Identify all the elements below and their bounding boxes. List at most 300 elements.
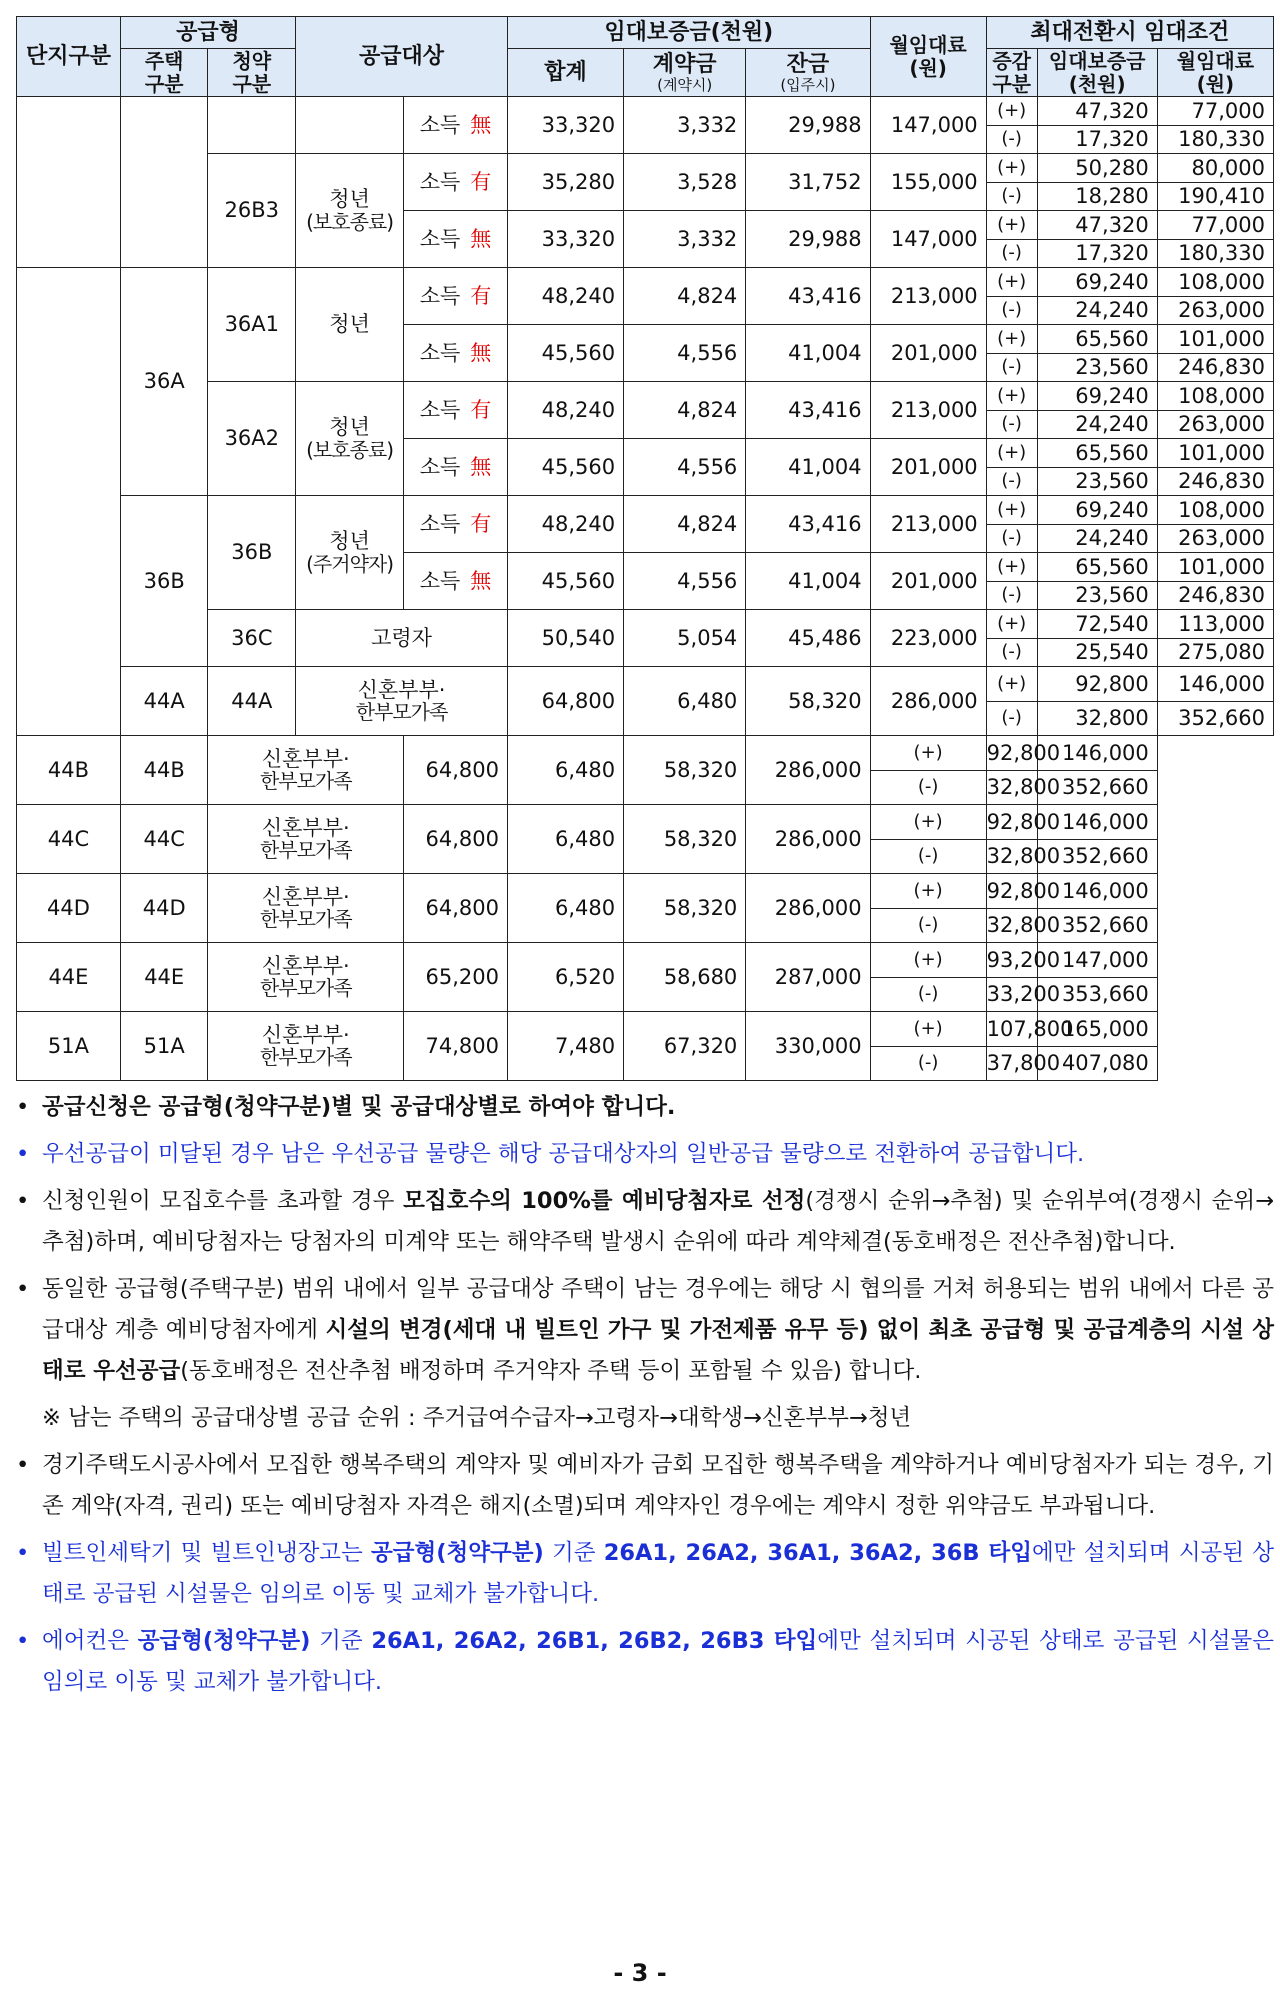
target-label: 고령자 [371, 625, 432, 650]
table-row [17, 805, 1274, 840]
cell-balance: 43,416 [746, 382, 870, 439]
conv-deposit: 24,240 [1037, 525, 1157, 553]
target-label: 신혼부부· [261, 884, 350, 909]
conv-monthly: 77,000 [1157, 97, 1273, 126]
cell-total: 45,560 [507, 553, 623, 610]
conv-deposit: 69,240 [1037, 268, 1157, 297]
conv-monthly: 246,830 [1157, 582, 1273, 610]
note-7-text-b: 공급형(청약구분) [137, 1628, 311, 1654]
cell-total: 48,240 [507, 268, 623, 325]
conv-monthly: 352,660 [1037, 771, 1157, 805]
cell-balance: 43,416 [746, 268, 870, 325]
cell-house: 44C [17, 805, 121, 874]
header-supply-type: 공급형 [120, 17, 295, 49]
conv-monthly: 352,660 [1037, 840, 1157, 874]
cell-sub: 44C [120, 805, 208, 874]
target-note: (보호종료) [306, 437, 394, 462]
cell-balance: 67,320 [624, 1012, 746, 1081]
table-row [17, 496, 1274, 525]
cell-sub: 36A1 [208, 268, 296, 382]
sign-plus: (+) [986, 268, 1037, 297]
income-label: 소득 [419, 112, 461, 137]
header-total: 합계 [507, 49, 623, 97]
sign-plus: (+) [870, 736, 986, 771]
bullet-icon: • [16, 1094, 30, 1120]
conv-monthly: 80,000 [1157, 154, 1273, 183]
conv-deposit: 47,320 [1037, 211, 1157, 240]
cell-contract: 5,054 [624, 610, 746, 667]
sign-minus: (-) [986, 240, 1037, 268]
income-label: 소득 [419, 340, 461, 365]
conv-monthly: 101,000 [1157, 553, 1273, 582]
cell-total: 48,240 [507, 382, 623, 439]
header-max-conversion: 최대전환시 임대조건 [986, 17, 1273, 49]
table-row [17, 874, 1274, 909]
target-label: 청년 [329, 529, 370, 554]
cell-target [208, 736, 404, 805]
rent-table [16, 16, 1274, 1081]
cell-contract: 6,480 [507, 805, 623, 874]
sign-minus: (-) [870, 771, 986, 805]
target-label: 신혼부부· [261, 1022, 350, 1047]
note-6-text-e: 에만 설치되며 시공된 상태로 공급된 시설물은 임의로 이동 및 교체가 불가합니다. [42, 1540, 1275, 1607]
cell-monthly: 330,000 [746, 1012, 870, 1081]
cell-sub: 44D [120, 874, 208, 943]
header-balance: 잔금 (입주시) [746, 49, 870, 97]
conv-monthly: 146,000 [1037, 736, 1157, 771]
sign-minus: (-) [986, 297, 1037, 325]
cell-balance: 58,320 [624, 805, 746, 874]
cell-house: 44D [17, 874, 121, 943]
conv-deposit: 72,540 [1037, 610, 1157, 639]
sign-plus: (+) [986, 496, 1037, 525]
target-label: 청년 [329, 187, 370, 212]
income-flag: 有 [470, 283, 492, 308]
cell-monthly: 147,000 [870, 97, 986, 154]
income-flag: 有 [470, 397, 492, 422]
cell-total: 65,200 [404, 943, 508, 1012]
cell-balance: 43,416 [746, 496, 870, 553]
table-row [17, 268, 1274, 297]
note-7-text-d: 26A1, 26A2, 26B1, 26B2, 26B3 타입 [371, 1628, 818, 1654]
conv-deposit: 33,200 [986, 978, 1037, 1012]
cell-sub: 51A [120, 1012, 208, 1081]
cell-sub: 36B [208, 496, 296, 610]
conv-monthly: 190,410 [1157, 183, 1273, 211]
note-2 [16, 1134, 1274, 1175]
sign-minus: (-) [986, 702, 1037, 736]
conv-deposit: 93,200 [986, 943, 1037, 978]
cell-sub [208, 97, 296, 154]
cell-contract: 4,824 [624, 382, 746, 439]
sign-plus: (+) [870, 805, 986, 840]
cell-contract: 3,332 [624, 97, 746, 154]
note-6-text-b: 공급형(청약구분) [371, 1540, 544, 1566]
sign-plus: (+) [986, 154, 1037, 183]
cell-target [296, 268, 404, 382]
cell-total: 48,240 [507, 496, 623, 553]
target-label: 신혼부부· [357, 677, 446, 702]
target-label: 신혼부부· [261, 953, 350, 978]
cell-house: 36B [120, 496, 208, 667]
note-6-text-d: 26A1, 26A2, 36A1, 36A2, 36B 타입 [603, 1540, 1032, 1566]
sign-minus: (-) [986, 354, 1037, 382]
cell-house: 44B [17, 736, 121, 805]
conv-deposit: 65,560 [1037, 439, 1157, 468]
cell-total: 64,800 [507, 667, 623, 736]
conv-deposit: 92,800 [986, 736, 1037, 771]
cell-contract: 6,480 [624, 667, 746, 736]
sign-minus: (-) [870, 1047, 986, 1081]
cell-sub: 44B [120, 736, 208, 805]
cell-house: 44A [120, 667, 208, 736]
income-label: 소득 [419, 568, 461, 593]
cell-contract: 4,556 [624, 439, 746, 496]
cell-total: 64,800 [404, 736, 508, 805]
cell-balance: 45,486 [746, 610, 870, 667]
cell-sub: 44E [120, 943, 208, 1012]
sign-plus: (+) [986, 211, 1037, 240]
table-row [17, 943, 1274, 978]
cell-target [296, 496, 404, 610]
cell-balance: 29,988 [746, 97, 870, 154]
cell-balance: 58,320 [624, 736, 746, 805]
sign-minus: (-) [870, 840, 986, 874]
note-6-text-c: 기준 [543, 1540, 604, 1566]
conv-monthly: 108,000 [1157, 382, 1273, 411]
conv-deposit: 69,240 [1037, 496, 1157, 525]
header-contract: 계약금 (계약시) [624, 49, 746, 97]
target-note: 한부모가족 [259, 907, 352, 931]
conv-deposit: 65,560 [1037, 553, 1157, 582]
header-target: 공급대상 [296, 17, 508, 97]
target-note: 한부모가족 [259, 838, 352, 862]
conv-deposit: 32,800 [986, 840, 1037, 874]
header-danji: 단지구분 [17, 17, 121, 97]
cell-contract: 4,556 [624, 325, 746, 382]
income-flag: 有 [470, 511, 492, 536]
cell-monthly: 286,000 [746, 805, 870, 874]
cell-monthly: 286,000 [746, 874, 870, 943]
conv-monthly: 108,000 [1157, 496, 1273, 525]
bullet-icon: • [16, 1276, 30, 1302]
target-label: 신혼부부· [261, 746, 350, 771]
conv-monthly: 180,330 [1157, 240, 1273, 268]
cell-target [208, 943, 404, 1012]
page-number: - 3 - [613, 1959, 667, 1987]
sign-plus: (+) [870, 943, 986, 978]
cell-target [208, 1012, 404, 1081]
note-1 [16, 1087, 1274, 1128]
conv-deposit: 17,320 [1037, 240, 1157, 268]
cell-monthly: 155,000 [870, 154, 986, 211]
conv-monthly: 101,000 [1157, 325, 1273, 354]
cell-target [296, 154, 404, 268]
table-row [17, 736, 1274, 771]
target-note: 한부모가족 [355, 700, 448, 724]
cell-contract: 6,480 [507, 874, 623, 943]
note-4-text-c: (동호배정은 전산추첨 배정하며 주거약자 주택 등이 포함될 수 있음) 합니다. [180, 1358, 922, 1384]
cell-contract: 3,332 [624, 211, 746, 268]
note-7 [16, 1621, 1274, 1703]
conv-deposit: 32,800 [986, 909, 1037, 943]
conv-monthly: 77,000 [1157, 211, 1273, 240]
cell-balance: 58,680 [624, 943, 746, 1012]
conv-deposit: 23,560 [1037, 468, 1157, 496]
conv-deposit: 24,240 [1037, 411, 1157, 439]
conv-monthly: 407,080 [1037, 1047, 1157, 1081]
note-3-text-c: (경쟁시 순위→추첨) 및 순위부여(경쟁시 순위→추첨)하며, 예비당첨자는 당첨자의 미계약 또는 해약주택 발생시 순위에 따라 계약체결(동호배정은 전산추첨)합니다. [42, 1188, 1274, 1255]
cell-income [404, 268, 508, 325]
note-6-text-a: 빌트인세탁기 및 빌트인냉장고는 [42, 1540, 372, 1566]
note-6 [16, 1533, 1274, 1615]
cell-total: 33,320 [507, 97, 623, 154]
conv-monthly: 113,000 [1157, 610, 1273, 639]
table-row [17, 667, 1274, 702]
income-flag: 無 [470, 112, 492, 137]
cell-monthly: 286,000 [746, 736, 870, 805]
sign-minus: (-) [986, 183, 1037, 211]
cell-target [296, 97, 404, 154]
cell-total: 64,800 [404, 805, 508, 874]
cell-sub: 26B3 [208, 154, 296, 268]
sign-minus: (-) [986, 525, 1037, 553]
sign-minus: (-) [986, 468, 1037, 496]
cell-sub: 36C [208, 610, 296, 667]
bullet-icon: • [16, 1141, 30, 1167]
cell-income [404, 382, 508, 439]
sign-plus: (+) [986, 553, 1037, 582]
cell-target [208, 805, 404, 874]
conv-monthly: 146,000 [1037, 874, 1157, 909]
cell-balance: 41,004 [746, 439, 870, 496]
cell-income [404, 154, 508, 211]
target-note: 한부모가족 [259, 976, 352, 1000]
cell-total: 45,560 [507, 325, 623, 382]
header-house-type: 주택 구분 [120, 49, 208, 97]
page-content [16, 16, 1276, 1709]
income-flag: 無 [470, 454, 492, 479]
cell-monthly: 201,000 [870, 325, 986, 382]
cell-target [296, 610, 508, 667]
conv-deposit: 23,560 [1037, 354, 1157, 382]
bullet-icon: • [16, 1452, 30, 1478]
cell-danji [17, 268, 121, 736]
table-row [17, 1012, 1274, 1047]
table-body [17, 97, 1274, 1081]
conv-deposit: 32,800 [1037, 702, 1157, 736]
conv-monthly: 180,330 [1157, 126, 1273, 154]
cell-sub: 44A [208, 667, 296, 736]
note-7-text-e: 에만 설치되며 시공된 상태로 공급된 시설물은 임의로 이동 및 교체가 불가합니다. [42, 1628, 1274, 1695]
cell-monthly: 147,000 [870, 211, 986, 268]
income-label: 소득 [419, 226, 461, 251]
cell-sub: 36A2 [208, 382, 296, 496]
cell-income [404, 97, 508, 154]
table-row [17, 97, 1274, 126]
bullet-icon: • [16, 1628, 30, 1654]
cell-contract: 7,480 [507, 1012, 623, 1081]
cell-income [404, 439, 508, 496]
conv-monthly: 263,000 [1157, 297, 1273, 325]
income-label: 소득 [419, 169, 461, 194]
cell-total: 35,280 [507, 154, 623, 211]
conv-deposit: 37,800 [986, 1047, 1037, 1081]
cell-monthly: 287,000 [746, 943, 870, 1012]
cell-balance: 41,004 [746, 553, 870, 610]
note-4 [16, 1269, 1274, 1392]
cell-monthly: 213,000 [870, 382, 986, 439]
cell-monthly: 223,000 [870, 610, 986, 667]
header-deposit: 임대보증금(천원) [507, 17, 870, 49]
cell-balance: 31,752 [746, 154, 870, 211]
note-3-text-b: 모집호수의 100%를 예비당첨자로 선정 [403, 1188, 806, 1214]
sign-minus: (-) [870, 909, 986, 943]
conv-monthly: 101,000 [1157, 439, 1273, 468]
header-monthly: 월임대료 (원) [870, 17, 986, 97]
cell-total: 64,800 [404, 874, 508, 943]
sign-plus: (+) [986, 610, 1037, 639]
conv-deposit: 18,280 [1037, 183, 1157, 211]
income-flag: 無 [470, 340, 492, 365]
income-label: 소득 [419, 454, 461, 479]
conv-deposit: 17,320 [1037, 126, 1157, 154]
conv-deposit: 107,800 [986, 1012, 1037, 1047]
cell-total: 45,560 [507, 439, 623, 496]
cell-total: 50,540 [507, 610, 623, 667]
cell-balance: 58,320 [746, 667, 870, 736]
target-label: 신혼부부· [261, 815, 350, 840]
conv-deposit: 65,560 [1037, 325, 1157, 354]
note-3-text-a: 신청인원이 모집호수를 초과할 경우 [42, 1188, 404, 1214]
conv-deposit: 23,560 [1037, 582, 1157, 610]
conv-monthly: 147,000 [1037, 943, 1157, 978]
cell-monthly: 201,000 [870, 439, 986, 496]
conv-deposit: 92,800 [986, 874, 1037, 909]
conv-deposit: 24,240 [1037, 297, 1157, 325]
target-note: (보호종료) [306, 209, 394, 234]
target-label: 청년 [329, 312, 370, 337]
cell-house [120, 97, 208, 268]
cell-income [404, 211, 508, 268]
cell-income [404, 553, 508, 610]
cell-balance: 58,320 [624, 874, 746, 943]
cell-income [404, 496, 508, 553]
cell-balance: 41,004 [746, 325, 870, 382]
target-note: 한부모가족 [259, 1045, 352, 1069]
cell-total: 33,320 [507, 211, 623, 268]
conv-monthly: 146,000 [1157, 667, 1273, 702]
conv-monthly: 352,660 [1157, 702, 1273, 736]
conv-deposit: 69,240 [1037, 382, 1157, 411]
cell-monthly: 213,000 [870, 496, 986, 553]
sign-plus: (+) [986, 325, 1037, 354]
note-5 [16, 1445, 1274, 1527]
income-flag: 無 [470, 226, 492, 251]
note-2-text: 우선공급이 미달된 경우 남은 우선공급 물량은 해당 공급대상자의 일반공급 물량으로 전환하여 공급합니다. [42, 1141, 1085, 1167]
note-4-text-b: 시설의 변경(세대 내 빌트인 가구 및 가전제품 유무 등) 없이 최초 공급형 및 공급계층의 시설 상태로 우선공급 [42, 1317, 1275, 1384]
sign-minus: (-) [986, 411, 1037, 439]
sign-plus: (+) [986, 439, 1037, 468]
note-3 [16, 1181, 1274, 1263]
income-label: 소득 [419, 283, 461, 308]
cell-house: 44E [17, 943, 121, 1012]
header-sub-type: 청약 구분 [208, 49, 296, 97]
sign-plus: (+) [870, 874, 986, 909]
cell-house: 51A [17, 1012, 121, 1081]
cell-balance: 29,988 [746, 211, 870, 268]
conv-deposit: 32,800 [986, 771, 1037, 805]
conv-monthly: 246,830 [1157, 468, 1273, 496]
income-flag: 無 [470, 568, 492, 593]
header-inc-dec: 증감 구분 [986, 49, 1037, 97]
note-4-text-a: 동일한 공급형(주택구분) 범위 내에서 일부 공급대상 주택이 남는 경우에는 해당 시 협의를 거쳐 허용되는 범위 내에서 다른 공급대상 계층 예비당첨자에게 [42, 1276, 1274, 1343]
conv-monthly: 263,000 [1157, 525, 1273, 553]
cell-target [296, 382, 404, 496]
income-label: 소득 [419, 397, 461, 422]
conv-monthly: 108,000 [1157, 268, 1273, 297]
cell-monthly: 201,000 [870, 553, 986, 610]
income-flag: 有 [470, 169, 492, 194]
bullet-icon: • [16, 1540, 30, 1566]
cell-target [296, 667, 508, 736]
sign-minus: (-) [986, 639, 1037, 667]
conv-monthly: 263,000 [1157, 411, 1273, 439]
income-label: 소득 [419, 511, 461, 536]
sign-minus: (-) [986, 582, 1037, 610]
conv-deposit: 50,280 [1037, 154, 1157, 183]
cell-contract: 6,480 [507, 736, 623, 805]
cell-contract: 4,824 [624, 268, 746, 325]
note-5-text: 경기주택도시공사에서 모집한 행복주택의 계약자 및 예비자가 금회 모집한 행복주택을 계약하거나 예비당첨자가 되는 경우, 기존 계약(자격, 권리) 또는 예비당첨자 자격은 해지(소멸)되며 계약자인 경우에는 계약시 정한 위약금도 부과됩니다. [42, 1452, 1274, 1519]
note-7-text-c: 기준 [310, 1628, 372, 1654]
sign-plus: (+) [986, 667, 1037, 702]
conv-monthly: 275,080 [1157, 639, 1273, 667]
note-4-sub: ※ 남는 주택의 공급대상별 공급 순위 : 주거급여수급자→고령자→대학생→신혼부부→청년 [42, 1405, 912, 1431]
sign-minus: (-) [870, 978, 986, 1012]
cell-contract: 4,556 [624, 553, 746, 610]
conv-deposit: 92,800 [1037, 667, 1157, 702]
note-7-text-a: 에어컨은 [42, 1628, 138, 1654]
conv-monthly: 353,660 [1037, 978, 1157, 1012]
sign-minus: (-) [986, 126, 1037, 154]
target-note: (주거약자) [306, 551, 394, 576]
header-conv-monthly: 월임대료 (원) [1157, 49, 1273, 97]
cell-target [208, 874, 404, 943]
cell-income [404, 325, 508, 382]
conv-deposit: 25,540 [1037, 639, 1157, 667]
conv-monthly: 246,830 [1157, 354, 1273, 382]
notes [16, 1087, 1274, 1703]
cell-total: 74,800 [404, 1012, 508, 1081]
sign-plus: (+) [986, 97, 1037, 126]
sign-plus: (+) [870, 1012, 986, 1047]
bullet-icon: • [16, 1188, 30, 1214]
cell-contract: 6,520 [507, 943, 623, 1012]
cell-contract: 3,528 [624, 154, 746, 211]
cell-house: 36A [120, 268, 208, 496]
conv-monthly: 146,000 [1037, 805, 1157, 840]
cell-danji [17, 97, 121, 268]
target-note: 한부모가족 [259, 769, 352, 793]
conv-deposit: 92,800 [986, 805, 1037, 840]
cell-monthly: 213,000 [870, 268, 986, 325]
conv-deposit: 47,320 [1037, 97, 1157, 126]
header-conv-deposit: 임대보증금 (천원) [1037, 49, 1157, 97]
conv-monthly: 165,000 [1037, 1012, 1157, 1047]
cell-monthly: 286,000 [870, 667, 986, 736]
conv-monthly: 352,660 [1037, 909, 1157, 943]
